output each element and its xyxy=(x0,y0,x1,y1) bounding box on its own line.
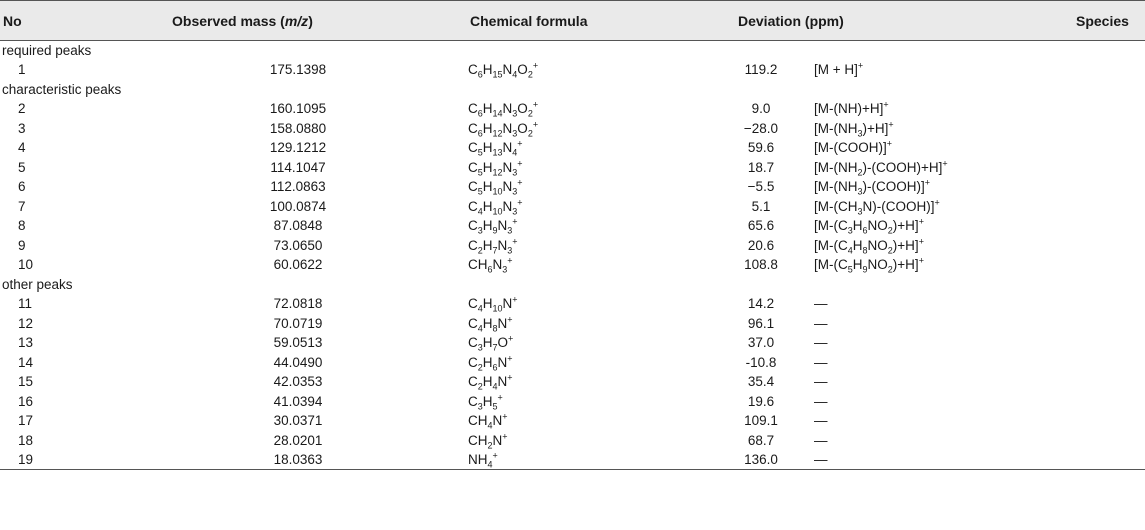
cell-observed-mass: 28.0201 xyxy=(273,432,323,448)
cell-observed-mass: 70.0719 xyxy=(273,315,323,331)
cell-observed-mass: 42.0353 xyxy=(273,374,323,390)
cell-observed-mass: 158.0880 xyxy=(269,120,327,136)
section-label: required peaks xyxy=(2,43,92,58)
cell-species: — xyxy=(814,374,828,390)
cell-observed-mass: 18.0363 xyxy=(168,450,434,470)
header-row xyxy=(0,1,1145,41)
cell-deviation: 59.6 xyxy=(747,140,775,156)
cell-observed-mass: 100.0874 xyxy=(269,198,327,214)
cell-no: 6 xyxy=(18,179,26,195)
cell-chemical-formula: $C_3H_7O^+$ xyxy=(468,333,514,353)
cell-deviation: 37.0 xyxy=(747,335,775,351)
cell-deviation: 9.0 xyxy=(751,101,771,117)
cell-deviation: 119.2 xyxy=(744,62,778,78)
cell-observed-mass: 112.0863 xyxy=(270,179,326,195)
cell-species: $[M-(C_4H_8NO_2)+H]^+$ xyxy=(814,236,924,256)
cell-species: $[M-(CH_3N)-(COOH)]^+$ xyxy=(814,197,940,217)
cell-species: $[M-(NH_3)-(COOH)]^+$ xyxy=(814,177,931,197)
cell-no: 12 xyxy=(18,315,34,331)
cell-no: 9 xyxy=(18,237,26,253)
cell-deviation: -10.8 xyxy=(745,354,777,370)
cell-no: 5 xyxy=(18,159,26,175)
cell-deviation: 35.4 xyxy=(747,374,775,390)
table-row xyxy=(0,314,1145,334)
cell-no: 17 xyxy=(18,413,34,429)
cell-observed-mass: 114.1047 xyxy=(270,159,326,175)
cell-deviation: 96.1 xyxy=(747,315,775,331)
table-row xyxy=(0,255,1145,275)
section-row xyxy=(0,275,1145,295)
cell-deviation: 65.6 xyxy=(747,218,775,234)
table-row xyxy=(0,60,1145,80)
cell-observed-mass: 160.1095 xyxy=(269,101,327,117)
cell-observed-mass: 73.0650 xyxy=(273,237,323,253)
table-row xyxy=(0,353,1145,373)
cell-species: — xyxy=(814,450,973,470)
table-row xyxy=(0,119,1145,139)
cell-chemical-formula: $C_3H_5^+$ xyxy=(468,392,503,412)
cell-observed-mass: 41.0394 xyxy=(273,393,323,409)
table-row xyxy=(0,411,1145,431)
cell-no: 19 xyxy=(0,450,168,470)
table-row xyxy=(0,333,1145,353)
cell-observed-mass: 59.0513 xyxy=(273,335,323,351)
cell-species: — xyxy=(814,296,828,312)
cell-chemical-formula: $C_5H_{13}N_4^+$ xyxy=(468,138,523,158)
cell-species: $[M-(C_3H_6NO_2)+H]^+$ xyxy=(814,216,924,236)
table-body xyxy=(0,41,1145,470)
header-observed-mass xyxy=(168,1,434,41)
cell-no: 7 xyxy=(18,198,26,214)
cell-observed-mass: 72.0818 xyxy=(273,296,323,312)
cell-no: 15 xyxy=(18,374,34,390)
header-deviation: Deviation (ppm) xyxy=(686,1,986,41)
cell-deviation: 108.8 xyxy=(744,257,778,273)
cell-species: $[M-(NH_3)+H]^+$ xyxy=(814,119,894,139)
cell-observed-mass: 129.1212 xyxy=(269,140,327,156)
cell-deviation: 14.2 xyxy=(747,296,775,312)
cell-observed-mass: 175.1398 xyxy=(269,62,327,78)
cell-chemical-formula: $C_6H_{14}N_3O_2^+$ xyxy=(468,99,539,119)
table-row xyxy=(0,197,1145,217)
table-row xyxy=(0,216,1145,236)
cell-deviation: 19.6 xyxy=(747,393,775,409)
table-row xyxy=(0,177,1145,197)
header-no: No xyxy=(0,1,168,41)
cell-species: — xyxy=(814,393,828,409)
cell-deviation: 109.1 xyxy=(744,413,778,429)
cell-no: 13 xyxy=(18,335,34,351)
cell-chemical-formula: $C_4H_{10}N^+$ xyxy=(468,294,518,314)
cell-no: 8 xyxy=(18,218,26,234)
cell-no: 4 xyxy=(18,140,26,156)
table-row xyxy=(0,431,1145,451)
cell-chemical-formula: $NH_4^+$ xyxy=(434,450,686,470)
cell-no: 18 xyxy=(18,432,34,448)
cell-deviation: 20.6 xyxy=(747,237,775,253)
cell-chemical-formula: $C_4H_{10}N_3^+$ xyxy=(468,197,523,217)
cell-observed-mass: 87.0848 xyxy=(273,218,323,234)
cell-deviation: 18.7 xyxy=(747,159,775,175)
cell-chemical-formula: $C_3H_9N_3^+$ xyxy=(468,216,518,236)
cell-observed-mass: 30.0371 xyxy=(273,413,323,429)
cell-species: — xyxy=(814,432,828,448)
cell-chemical-formula: $CH_4N^+$ xyxy=(468,411,508,431)
header-species: Species xyxy=(986,1,1145,41)
cell-chemical-formula: $C_6H_{15}N_4O_2^+$ xyxy=(468,60,539,80)
table-row xyxy=(0,99,1145,119)
table-row xyxy=(0,392,1145,412)
cell-species: — xyxy=(814,335,828,351)
header-mass-unit: m/z xyxy=(284,12,309,29)
cell-species: — xyxy=(814,413,828,429)
cell-no: 1 xyxy=(18,62,26,78)
cell-chemical-formula: $C_5H_{10}N_3^+$ xyxy=(468,177,523,197)
cell-species: — xyxy=(814,315,828,331)
cell-deviation: 68.7 xyxy=(747,432,775,448)
section-label: other peaks xyxy=(2,276,73,292)
cell-no: 3 xyxy=(18,120,26,136)
cell-chemical-formula: $CH_2N^+$ xyxy=(468,431,508,451)
section-row xyxy=(0,80,1145,100)
cell-chemical-formula: $C_6H_{12}N_3O_2^+$ xyxy=(468,119,539,139)
cell-no: 14 xyxy=(18,354,34,370)
section-label: characteristic peaks xyxy=(2,81,122,97)
cell-species: $[M-(NH_2)-(COOH)+H]^+$ xyxy=(814,158,948,178)
cell-chemical-formula: $CH_6N_3^+$ xyxy=(468,255,513,275)
cell-species: $[M-(C_5H_9NO_2)+H]^+$ xyxy=(814,255,924,275)
cell-observed-mass: 60.0622 xyxy=(273,257,323,273)
table-row xyxy=(0,236,1145,256)
cell-no: 2 xyxy=(18,101,26,117)
cell-species: — xyxy=(814,354,828,370)
header-mass-prefix: Observed mass ( xyxy=(172,12,285,29)
table-row xyxy=(0,138,1145,158)
table-row xyxy=(0,294,1145,314)
cell-chemical-formula: $C_2H_6N^+$ xyxy=(468,353,513,373)
cell-chemical-formula: $C_2H_4N^+$ xyxy=(468,372,513,392)
table-header xyxy=(0,1,1145,41)
table-row xyxy=(0,372,1145,392)
cell-species: [M + H]+ xyxy=(814,60,864,78)
cell-species: [M-(COOH)]+ xyxy=(814,138,892,156)
cell-chemical-formula: $C_2H_7N_3^+$ xyxy=(468,236,518,256)
cell-deviation: 136.0 xyxy=(686,450,986,470)
header-mass-suffix: ) xyxy=(308,12,313,29)
cell-chemical-formula: $C_4H_8N^+$ xyxy=(468,314,513,334)
cell-deviation: 5.1 xyxy=(751,198,771,214)
cell-deviation: −5.5 xyxy=(747,179,775,195)
table-row xyxy=(0,450,1145,470)
cell-no: 16 xyxy=(18,393,34,409)
cell-no: 10 xyxy=(18,257,34,273)
section-row xyxy=(0,41,1145,61)
cell-species: [M-(NH)+H]+ xyxy=(814,99,889,117)
table-row xyxy=(0,158,1145,178)
cell-observed-mass: 44.0490 xyxy=(273,354,323,370)
cell-chemical-formula: $C_5H_{12}N_3^+$ xyxy=(468,158,523,178)
header-chemical-formula: Chemical formula xyxy=(434,1,686,41)
cell-deviation: −28.0 xyxy=(743,120,779,136)
cell-no: 11 xyxy=(18,296,33,312)
